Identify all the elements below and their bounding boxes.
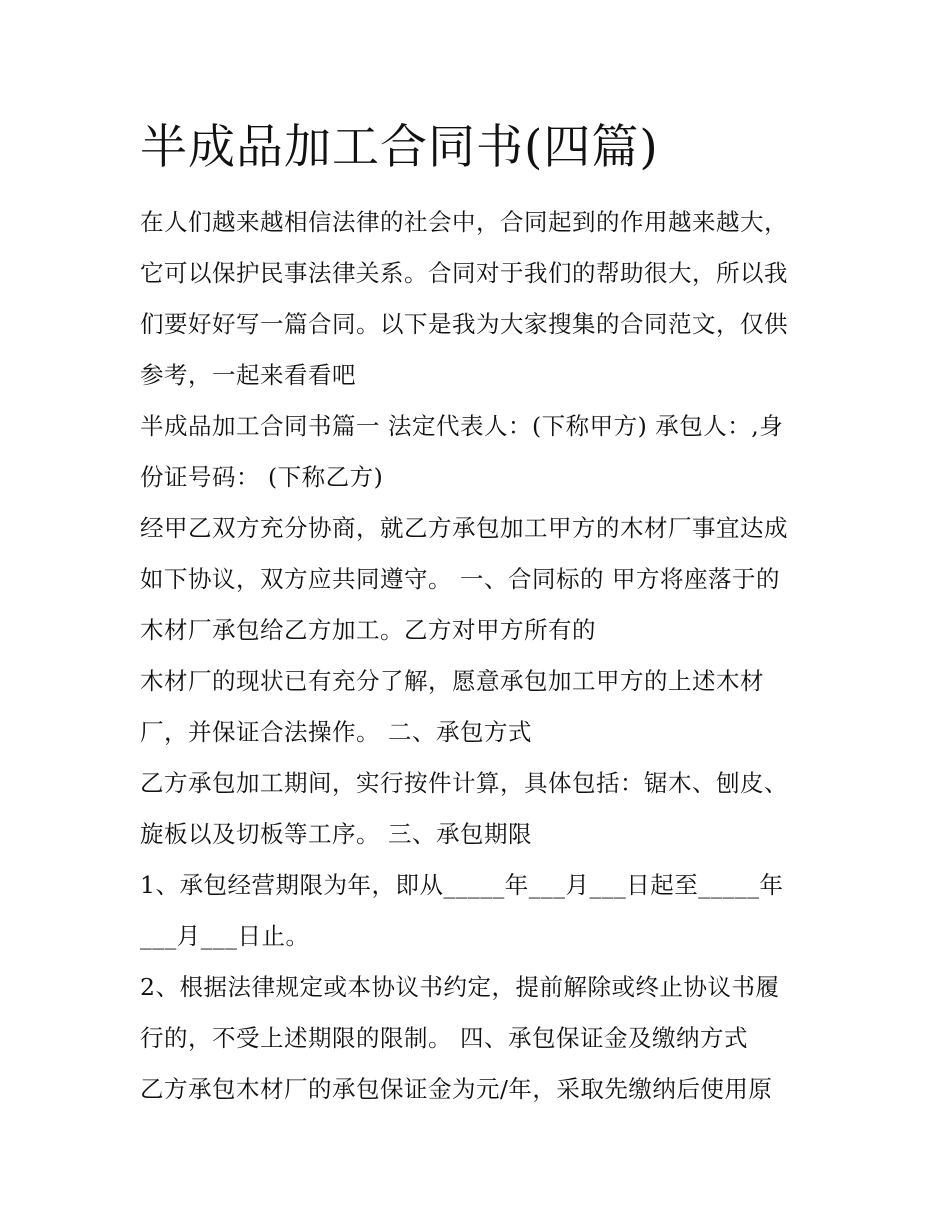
body-line: 乙方承包加工期间，实行按件计算，具体包括：锯木、刨皮、 bbox=[140, 769, 788, 797]
body-line: 份证号码： (下称乙方) bbox=[140, 463, 384, 491]
body-line: 厂，并保证合法操作。 二、承包方式 bbox=[140, 718, 532, 746]
document-title: 半成品加工合同书(四篇) bbox=[140, 120, 659, 175]
body-line: 2、根据法律规定或本协议书约定，提前解除或终止协议书履 bbox=[140, 973, 780, 1001]
body-line: 经甲乙双方充分协商，就乙方承包加工甲方的木材厂事宜达成 bbox=[140, 514, 788, 542]
body-line: 们要好好写一篇合同。以下是我为大家搜集的合同范文，仅供 bbox=[140, 310, 788, 338]
body-line: ___月___日止。 bbox=[140, 922, 310, 950]
body-line: 木材厂承包给乙方加工。乙方对甲方所有的 bbox=[140, 616, 596, 644]
body-line: 旋板以及切板等工序。 三、承包期限 bbox=[140, 820, 532, 848]
body-line: 1、承包经营期限为年，即从_____年___月___日起至_____年 bbox=[140, 871, 784, 899]
body-line: 乙方承包木材厂的承包保证金为元/年，采取先缴纳后使用原 bbox=[140, 1075, 773, 1103]
body-line: 行的，不受上述期限的限制。 四、承包保证金及缴纳方式 bbox=[140, 1024, 748, 1052]
body-line: 在人们越来越相信法律的社会中，合同起到的作用越来越大， bbox=[140, 208, 788, 236]
body-line: 木材厂的现状已有充分了解，愿意承包加工甲方的上述木材 bbox=[140, 667, 764, 695]
body-line: 参考，一起来看看吧 bbox=[140, 361, 356, 389]
body-line: 如下协议，双方应共同遵守。 一、合同标的 甲方将座落于的 bbox=[140, 565, 780, 593]
body-line: 它可以保护民事法律关系。合同对于我们的帮助很大，所以我 bbox=[140, 259, 788, 287]
body-line: 半成品加工合同书篇一 法定代表人：(下称甲方) 承包人：,身 bbox=[140, 412, 784, 440]
document-body bbox=[140, 197, 840, 1115]
